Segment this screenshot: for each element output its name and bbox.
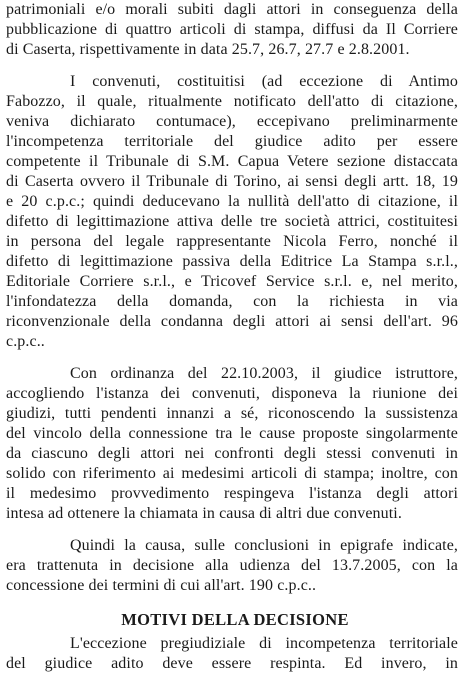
text-line: Con ordinanza del 22.10.2003, il giudice istruttore, (70, 365, 458, 382)
text-line: intesa ad ottenere la chiamata in causa di altri due convenuti. (6, 505, 402, 522)
text-line: del vincolo della connessione tra le cause proposte singolarmente (6, 425, 458, 442)
section-heading: MOTIVI DELLA DECISIONE (121, 610, 349, 629)
text-line: di Caserta, rispettivamente in data 25.7, 26.7, 27.7 e 2.8.2001. (6, 41, 410, 58)
text-line: e 20 c.p.c.; quindi deducevano la nullità dell'atto di citazione, il (6, 193, 458, 210)
text-line: giudizi, tutti pendenti innanzi a sé, riconoscendo la sussistenza (6, 405, 458, 422)
text-line: c.p.c.. (6, 333, 45, 350)
text-line: patrimoniali e/o morali subiti dagli attori in conseguenza della (6, 1, 458, 18)
text-line: era trattenuta in decisione alla udienza del 13.7.2005, con la (6, 557, 458, 574)
text-line: accogliendo l'istanza dei convenuti, disponeva la riunione dei (6, 385, 458, 402)
text-line: competente il Tribunale di S.M. Capua Vetere sezione distaccata (6, 153, 458, 170)
text-line: difetto di legittimazione attiva delle tre società attrici, costituitesi (6, 213, 458, 230)
text-line: di Caserta ovvero il Tribunale di Torino, ai sensi degli artt. 18, 19 (6, 173, 458, 190)
text-line: l'infondatezza della domanda, con la richiesta in via (6, 293, 458, 310)
text-line: veniva dichiarato contumace), eccepivano preliminarmente (6, 113, 458, 130)
text-line: solido con riferimento ai medesimi articoli di stampa; inoltre, con (6, 465, 458, 482)
text-line: Quindi la causa, sulle conclusioni in epigrafe indicate, (70, 537, 458, 554)
text-line: in persona del legale rappresentante Nicola Ferro, nonché il (6, 233, 458, 250)
text-line: Editoriale Corriere s.r.l., e Tricovef Service s.r.l. e, nel merito, (6, 273, 458, 290)
text-line: concessione dei termini di cui all'art. 190 c.p.c.. (6, 577, 317, 594)
text-line: Fabozzo, il quale, ritualmente notificato dell'atto di citazione, (6, 93, 458, 110)
text-line: del giudice adito deve essere respinta. Ed invero, in (6, 655, 458, 672)
text-line: riconvenzionale della condanna degli attori ai sensi dell'art. 96 (6, 313, 458, 330)
text-line: il medesimo provvedimento respingeva l'istanza degli attori (6, 485, 458, 502)
text-line: difetto di legittimazione passiva della Editrice La Stampa s.r.l., (6, 253, 458, 270)
text-line: I convenuti, costituitisi (ad eccezione di Antimo (70, 73, 458, 90)
text-line: L'eccezione pregiudiziale di incompetenza territoriale (70, 635, 458, 652)
text-line: l'incompetenza territoriale del giudice adito per essere (6, 133, 458, 150)
text-line: pubblicazione di quattro articoli di stampa, diffusi da Il Corriere (6, 21, 458, 38)
text-line: da ciascuno degli attori nei confronti degli stessi convenuti in (6, 445, 458, 462)
